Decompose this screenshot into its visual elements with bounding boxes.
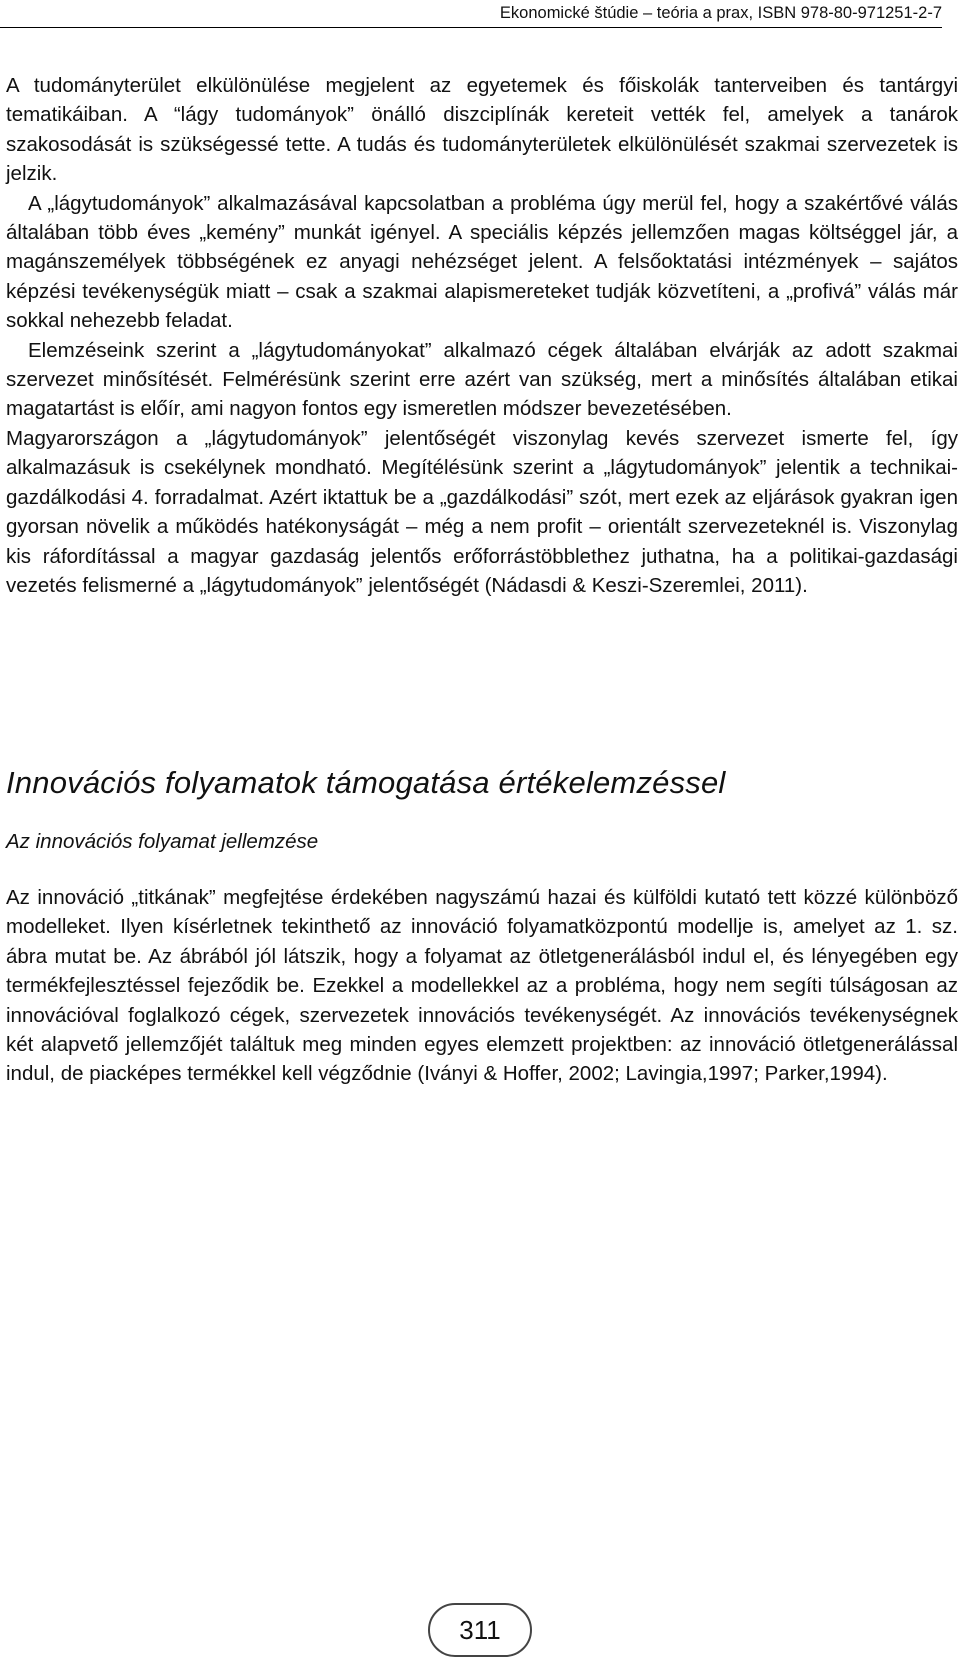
paragraph: Az innováció „titkának” megfejtése érdekében nagyszámú hazai és külföldi kutató tett közzé különböző modelleket. Ilyen kísérletnek tekinthető az innováció folyamatközpontú modellje is, amelyet az 1. sz. ábra mutat be. Az ábrából jól látszik, hogy a folyamat az ötletgenerálásból indul el, és lényegében egy termékfejlesztéssel fejeződik be. Ezekkel a modellekkel az a probléma, hogy nem segíti túlságosan az innovációval foglalkozó cégek, szervezetek innovációs tevékenységét. Az innovációs tevékenységnek két alapvető jellemzőjét találtuk meg minden egyes elemzett projektben: az innováció ötletgenerálással indul, de piacképes termékkel kell végződnie (Iványi & Hoffer, 2002; Lavingia,1997; Parker,1994). (6, 886, 958, 1086)
body-text-top (6, 71, 958, 600)
page-number-label: 311 (459, 1614, 501, 1645)
paragraph: Magyarországon a „lágytudományok” jelentőségét viszonylag kevés szervezet ismerte fel, így alkalmazásuk is csekélynek mondható. Megítélésünk szerint a „lágytudományok” jelentik a technikai-gazdálkodási 4. forradalmat. Azért iktattuk be a „gazdálkodási” szót, mert ezek az eljárások gyakran igen gyorsan növelik a működés hatékonyságát – még a nem profit – orientált szervezeteknél is. Viszonylag kis ráfordítással a magyar gazdaság jelentős erőforrástöbblethez juthatna, ha a politikai-gazdasági vezetés felismerné a „lágytudományok” jelentőségét (Nádasdi & Keszi-Szeremlei, 2011). (6, 426, 958, 597)
paragraph: A tudományterület elkülönülése megjelent az egyetemek és főiskolák tanterveiben és tantárgyi tematikáiban. A “lágy tudományok” önálló diszciplínák kereteit vették fel, amelyek a tanárok szakosodását is szükségessé tette. A tudás és tudományterületek elkülönülését szakmai szervezetek is jelzik. (6, 74, 958, 186)
running-header (0, 4, 942, 28)
body-text-section (6, 883, 958, 1089)
running-title: Ekonomické štúdie – teória a prax, ISBN 978-80-971251-2-7 (499, 4, 942, 22)
paragraph: Elemzéseink szerint a „lágytudományokat” alkalmazó cégek általában elvárják az adott szakmai szervezet minősítését. Felmérésünk szerint erre azért van szükség, mert a minősítés általában etikai magatartást is előír, ami nagyon fontos egy ismeretlen módszer bevezetésében. (6, 338, 958, 421)
subsection-heading: Az innovációs folyamat jellemzése (6, 830, 319, 853)
paragraph: A „lágytudományok” alkalmazásával kapcsolatban a probléma úgy merül fel, hogy a szakértővé válás általában több éves „kemény” munkát igényel. A speciális képzés jellemzően magas költséggel jár, a magánszemélyek többségének ez anyagi nehézséget jelent. A felsőoktatási intézmények – sajátos képzési tevékenységük miatt – csak a szakmai alapismereteket tudják közvetíteni, a „profivá” válás már sokkal nehezebb feladat. (6, 191, 958, 333)
page-number (428, 1603, 532, 1657)
section-heading: Innovációs folyamatok támogatása értékelemzéssel (6, 765, 726, 800)
